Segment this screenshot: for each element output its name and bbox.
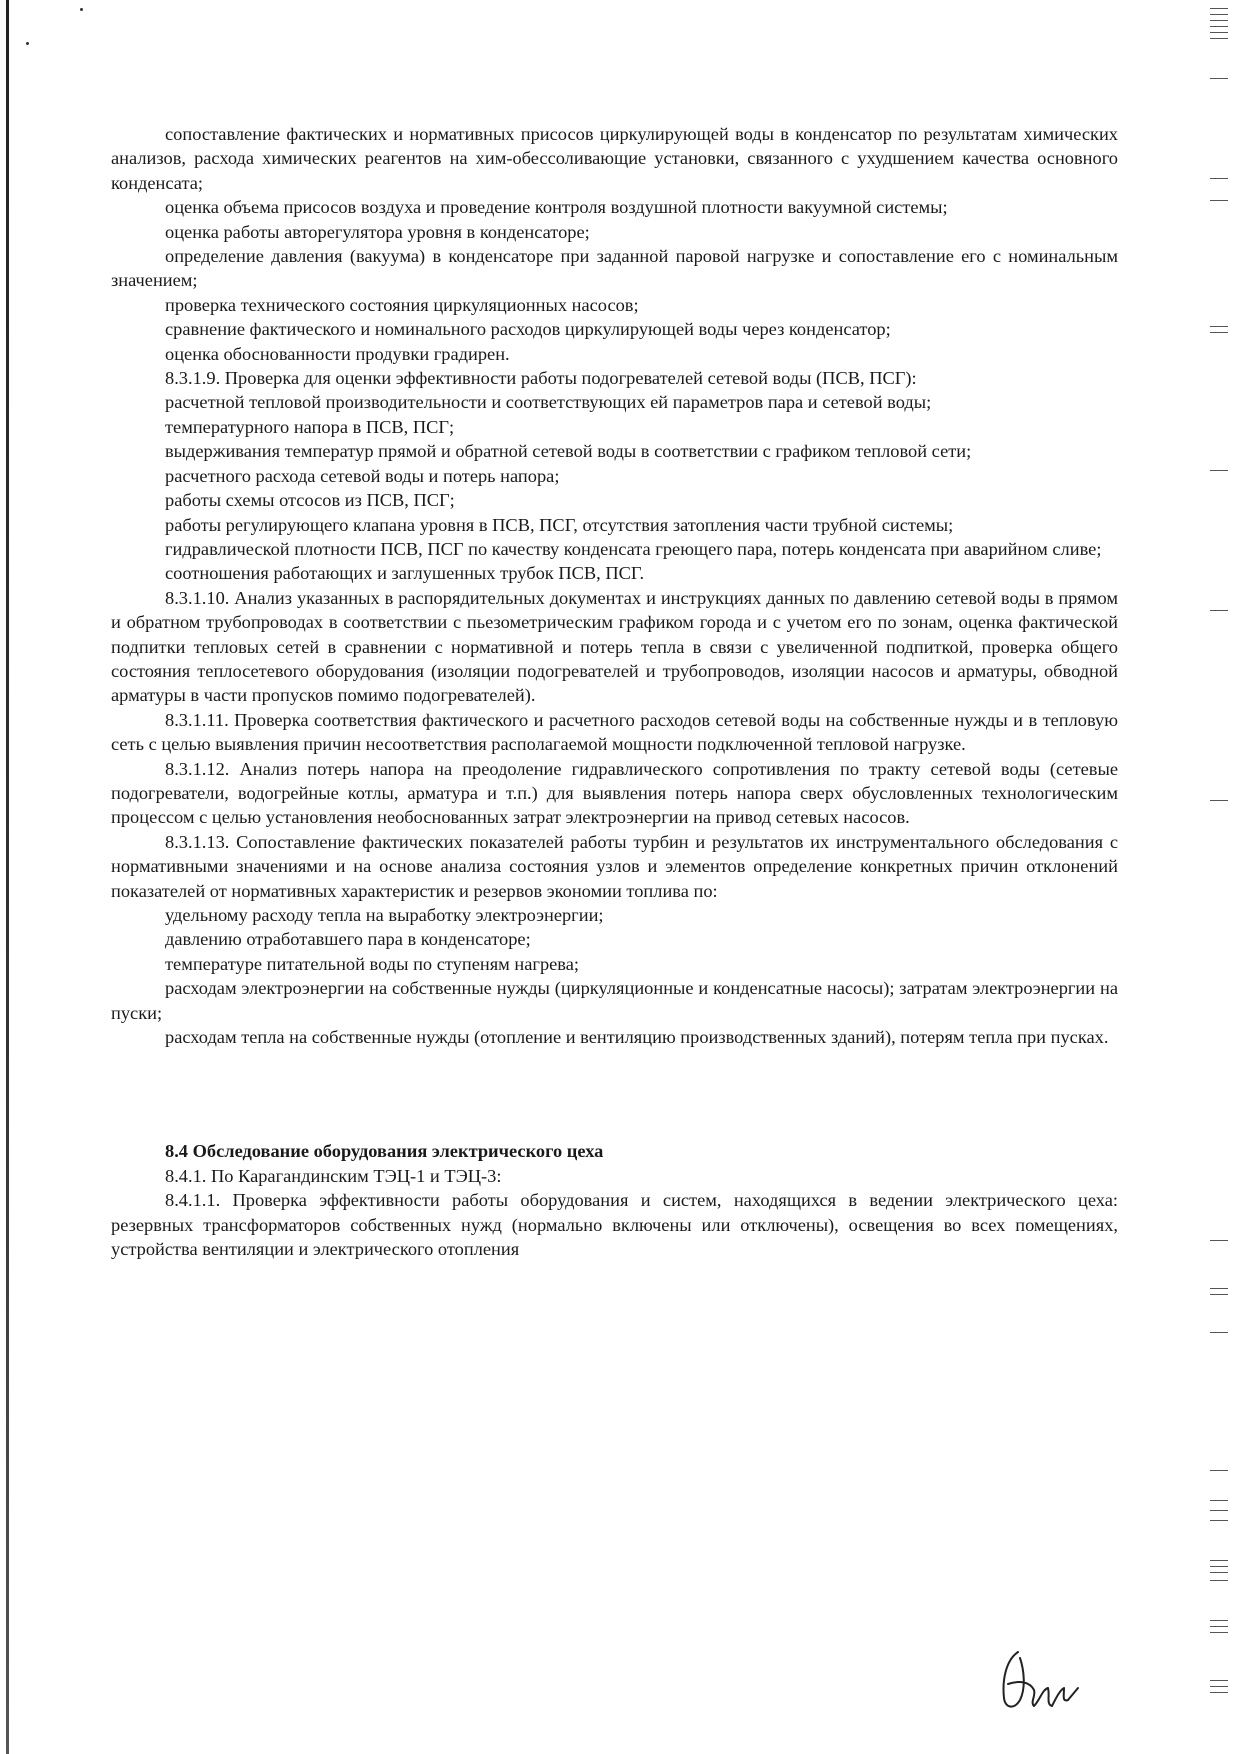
section-heading: 8.4 Обследование оборудования электрического цеха: [165, 1141, 604, 1162]
paragraph: выдерживания температур прямой и обратной сетевой воды в соответствии с графиком тепловой сети;: [165, 441, 972, 462]
paragraph: оценка работы авторегулятора уровня в конденсаторе;: [165, 221, 590, 242]
paragraph: давлению отработавшего пара в конденсаторе;: [165, 929, 531, 950]
paragraph: оценка обоснованности продувки градирен.: [165, 343, 510, 364]
paragraph: 8.4.1.1. Проверка эффективности работы оборудования и систем, находящихся в ведении электрического цеха: резервных трансформаторов собственных нужд (нормально включены или отключены), освещения во всех помещениях, устройства вентиляции и электрического отопления: [111, 1190, 1118, 1260]
paragraph: расчетной тепловой производительности и соответствующих ей параметров пара и сетевой воды;: [165, 392, 932, 413]
scan-left-edge: [6, 0, 9, 1754]
paragraph: проверка технического состояния циркуляционных насосов;: [165, 294, 639, 315]
paragraph: 8.4.1. По Карагандинским ТЭЦ-1 и ТЭЦ-3:: [165, 1165, 502, 1186]
paragraph: 8.3.1.13. Сопоставление фактических показателей работы турбин и результатов их инструментального обследования с нормативными значениями и на основе анализа состояния узлов и элементов определение конкретных причин отклонений показателей от нормативных характеристик и резервов экономии топлива по:: [111, 831, 1118, 901]
handwritten-signature: [990, 1640, 1080, 1720]
section-gap: [111, 1049, 1118, 1139]
paragraph: работы схемы отсосов из ПСВ, ПСГ;: [165, 490, 455, 511]
paragraph: гидравлической плотности ПСВ, ПСГ по качеству конденсата греющего пара, потерь конденсата при аварийном сливе;: [165, 538, 1102, 559]
paragraph: 8.3.1.10. Анализ указанных в распорядительных документах и инструкциях данных по давлению сетевой воды в прямом и обратном трубопроводах в соответствии с пьезометрическим графиком города и с учетом его по зонам, оценка фактической подпитки тепловых сетей в сравнении с нормативной и потерь тепла в связи с увеличенной подпиткой, проверка общего состояния теплосетевого оборудования (изоляции подогревателей и трубопроводов, изоляции насосов и арматуры, обводной арматуры в части пропусков помимо подогревателей).: [111, 587, 1118, 706]
scan-right-marks: [1210, 0, 1230, 1754]
document-body: [111, 122, 1118, 1261]
paragraph: соотношения работающих и заглушенных трубок ПСВ, ПСГ.: [165, 563, 645, 584]
paragraph: сопоставление фактических и нормативных присосов циркулирующей воды в конденсатор по результатам химических анализов, расхода химических реагентов на хим-обессоливающие установки, связанного с ухудшением качества основного конденсата;: [111, 124, 1118, 193]
paragraph: 8.3.1.11. Проверка соответствия фактического и расчетного расходов сетевой воды на собственные нужды и в тепловую сеть с целью выявления причин несоответствия располагаемой мощности подключенной тепловой нагрузке.: [111, 709, 1118, 755]
paragraph: 8.3.1.12. Анализ потерь напора на преодоление гидравлического сопротивления по тракту сетевой воды (сетевые подогреватели, водогрейные котлы, арматура и т.п.) для выявления потерь напора сверх обусловленных технологическим процессом с целью установления необоснованных затрат электроэнергии на привод сетевых насосов.: [111, 758, 1118, 828]
scan-speck: [26, 42, 29, 45]
paragraph: температуре питательной воды по ступеням нагрева;: [165, 953, 580, 974]
paragraph: расходам тепла на собственные нужды (отопление и вентиляцию производственных зданий), потерям тепла при пусках.: [165, 1027, 1109, 1048]
paragraph: 8.3.1.9. Проверка для оценки эффективности работы подогревателей сетевой воды (ПСВ, ПСГ):: [165, 368, 917, 389]
paragraph: оценка объема присосов воздуха и проведение контроля воздушной плотности вакуумной системы;: [165, 197, 948, 218]
paragraph: расчетного расхода сетевой воды и потерь напора;: [165, 465, 560, 486]
paragraph: температурного напора в ПСВ, ПСГ;: [165, 416, 455, 437]
paragraph: удельному расходу тепла на выработку электроэнергии;: [165, 905, 604, 925]
scan-speck: [80, 8, 83, 11]
paragraph: определение давления (вакуума) в конденсаторе при заданной паровой нагрузке и сопоставление его с номинальным значением;: [111, 246, 1118, 291]
paragraph: расходам электроэнергии на собственные нужды (циркуляционные и конденсатные насосы); затратам электроэнергии на пуски;: [111, 978, 1118, 1023]
paragraph: сравнение фактического и номинального расходов циркулирующей воды через конденсатор;: [165, 319, 891, 340]
paragraph: работы регулирующего клапана уровня в ПСВ, ПСГ, отсутствия затопления части трубной системы;: [165, 514, 954, 535]
